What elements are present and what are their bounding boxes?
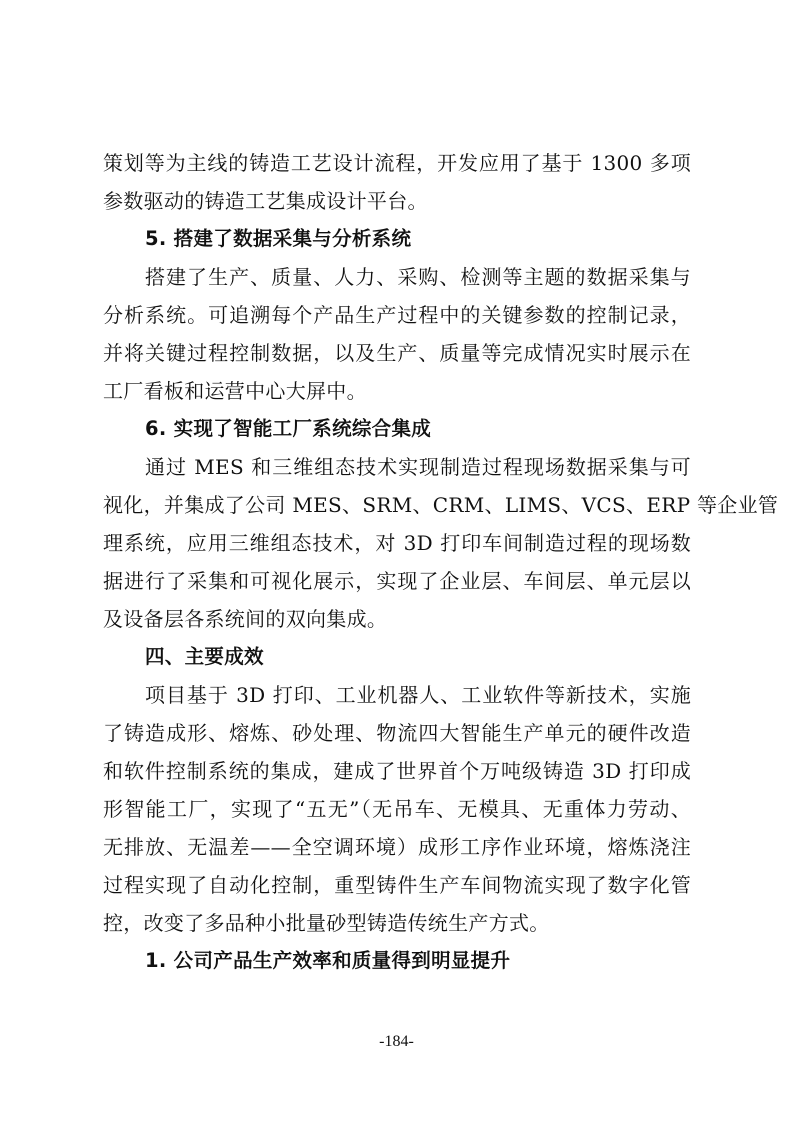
paragraph-line: 通过 MES 和三维组态技术实现制造过程现场数据采集与可 [145,455,691,479]
section-heading: 四、主要成效 [145,645,264,668]
paragraph-line: 过程实现了自动化控制，重型铸件生产车间物流实现了数字化管 [103,873,691,897]
paragraph-line: 及设备层各系统间的双向集成。 [103,607,388,631]
paragraph-line: 并将关键过程控制数据，以及生产、质量等完成情况实时展示在 [103,341,691,365]
paragraph-line: 搭建了生产、质量、人力、采购、检测等主题的数据采集与 [145,265,691,289]
section-heading: 5. 搭建了数据采集与分析系统 [145,227,412,250]
paragraph-line: 无排放、无温差——全空调环境）成形工序作业环境，熔炼浇注 [103,835,691,859]
paragraph-line: 控，改变了多品种小批量砂型铸造传统生产方式。 [103,911,550,935]
paragraph-line: 和软件控制系统的集成，建成了世界首个万吨级铸造 3D 打印成 [103,759,691,783]
paragraph-line: 视化，并集成了公司 MES、SRM、CRM、LIMS、VCS、ERP 等企业管 [103,493,779,517]
section-heading: 1. 公司产品生产效率和质量得到明显提升 [145,949,511,972]
paragraph-line: 参数驱动的铸造工艺集成设计平台。 [103,189,428,213]
paragraph-line: 项目基于 3D 打印、工业机器人、工业软件等新技术，实施 [145,683,691,707]
paragraph-line: 工厂看板和运营中心大屏中。 [103,379,367,403]
paragraph-line: 策划等为主线的铸造工艺设计流程，开发应用了基于 1300 多项 [103,151,691,175]
paragraph-line: 分析系统。可追溯每个产品生产过程中的关键参数的控制记录， [103,303,691,327]
paragraph-line: 理系统，应用三维组态技术，对 3D 打印车间制造过程的现场数 [103,531,691,555]
page-number: -184- [379,1033,414,1050]
paragraph-line: 了铸造成形、熔炼、砂处理、物流四大智能生产单元的硬件改造 [103,721,691,745]
paragraph-line: 据进行了采集和可视化展示，实现了企业层、车间层、单元层以 [103,569,691,593]
section-heading: 6. 实现了智能工厂系统综合集成 [145,417,432,440]
paragraph-line: 形智能工厂，实现了“五无”（无吊车、无模具、无重体力劳动、 [103,797,691,821]
